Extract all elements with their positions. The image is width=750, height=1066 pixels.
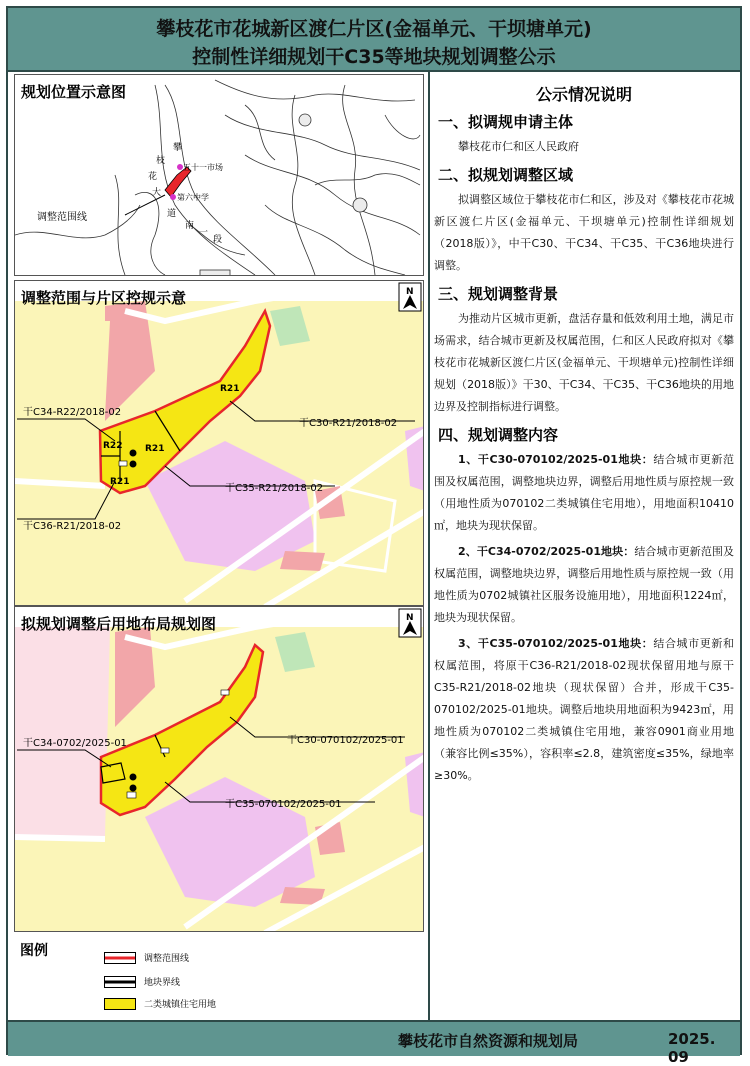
section-2-body: 拟调整区域位于攀枝花市仁和区，涉及对《攀枝花市花城新区渡仁片区(金福单元、干坝塘单元)控制性详细规划（2018版）》，中干C30、干C34、干C35、干C36地块进行调整。 xyxy=(434,193,734,272)
road-char-1: 攀 xyxy=(173,143,183,153)
label-diliu: 第六中学 xyxy=(177,193,209,202)
road-char-5: 道 xyxy=(167,209,177,219)
location-map-panel xyxy=(14,74,424,276)
north-label-2: N xyxy=(406,613,414,623)
control-plan-map xyxy=(15,281,424,606)
callout-c35: 干C35-R21/2018-02 xyxy=(225,483,324,494)
footer-org: 攀枝花市自然资源和规划局 xyxy=(398,1032,579,1050)
callout-c34-new: 干C34-0702/2025-01 xyxy=(23,738,127,749)
control-plan-panel xyxy=(14,280,424,606)
road-char-8: 段 xyxy=(213,235,223,245)
callout-c34: 干C34-R22/2018-02 xyxy=(23,407,122,418)
section-1-title: 一、拟调规申请主体 xyxy=(438,113,574,131)
section-2-title: 二、拟规划调整区域 xyxy=(438,166,574,184)
yellow-swatch xyxy=(104,998,136,1010)
item-1-lead: 1、干C30-070102/2025-01地块： xyxy=(458,453,654,466)
item-3 xyxy=(434,633,734,787)
item-1 xyxy=(434,449,734,537)
road-char-7: 一 xyxy=(199,228,209,238)
section-1-body: 攀枝花市仁和区人民政府 xyxy=(458,140,579,153)
plot-code-3: R21 xyxy=(145,444,165,454)
road-char-3: 花 xyxy=(148,172,158,182)
callout-c35-new: 干C35-070102/2025-01 xyxy=(225,799,342,810)
section-4-title: 四、规划调整内容 xyxy=(438,426,559,444)
red-line-swatch xyxy=(104,952,136,964)
location-map xyxy=(15,75,424,276)
callout-c36: 干C36-R21/2018-02 xyxy=(23,521,122,532)
notice-column xyxy=(434,74,734,1014)
item-2-lead: 2、干C34-0702/2025-01地块： xyxy=(458,545,635,558)
notice-heading: 公示情况说明 xyxy=(535,85,632,104)
road-char-6: 南 xyxy=(185,221,195,231)
callout-c30-new: 干C30-070102/2025-01 xyxy=(287,735,404,746)
north-arrow-icon xyxy=(399,283,421,311)
item-3-lead: 3、干C35-070102/2025-01地块： xyxy=(458,637,654,650)
plot-code-1: R21 xyxy=(220,384,240,394)
label-wushiyi: 五十一市场 xyxy=(183,163,223,172)
label-range-line: 调整范围线 xyxy=(37,212,87,223)
plot-code-4: R21 xyxy=(110,477,130,487)
legend xyxy=(14,936,424,1016)
adjusted-plan-panel xyxy=(14,606,424,932)
item-1-body: 结合城市更新范围及权属范围，调整地块边界，调整后用地性质与原控规一致（用地性质为070102二类城镇住宅用地），用地面积10410㎡，地块为现状保留。 xyxy=(434,453,735,532)
title-line-1: 攀枝花市花城新区渡仁片区(金福单元、干坝塘单元) xyxy=(156,18,592,40)
adjusted-plan-map xyxy=(15,607,424,932)
section-3-title: 三、规划调整背景 xyxy=(438,285,559,303)
section-3-body: 为推动片区城市更新，盘活存量和低效利用土地，满足市场需求，结合城市更新及权属范围，仁和区人民政府拟对《攀枝花市花城新区渡仁片区(金福单元、干坝塘单元)控制性详细规划（2018版）》干30、干C34、干C35、干C36地块的用地边界及控制指标进行调整。 xyxy=(434,312,734,413)
north-label: N xyxy=(406,287,414,297)
location-map-title: 规划位置示意图 xyxy=(21,83,127,101)
control-plan-title: 调整范围与片区控规示意 xyxy=(21,289,187,307)
item-2-body: 结合城市更新范围及权属范围，调整地块边界，调整后用地性质与原控规一致（用地性质为0702城镇社区服务设施用地），用地面积1224㎡，地块为现状保留。 xyxy=(434,545,734,624)
footer-date: 2025. 09 xyxy=(668,1030,716,1066)
title-line-2: 控制性详细规划干C35等地块规划调整公示 xyxy=(192,46,556,68)
column-divider xyxy=(428,70,430,1020)
road-char-2: 枝 xyxy=(156,156,166,166)
header-bar xyxy=(8,8,740,72)
adjusted-plan-title: 拟规划调整后用地布局规划图 xyxy=(21,615,217,633)
item-2 xyxy=(434,541,734,629)
item-3-body: 结合城市更新和权属范围，将原干C36-R21/2018-02现状保留用地与原干C35-R21/2018-02地块（现状保留）合并，形成干C35-070102/2025-01地块。调整后地块用地面积为9423㎡，用地性质为070102二类城镇住宅用地，兼容0901商业用地（兼容比例≤35%），容积率≤2.8，建筑密度≤35%，绿地率≥30%。 xyxy=(434,637,735,782)
plot-code-2: R22 xyxy=(103,441,123,451)
black-line-swatch xyxy=(104,976,136,988)
legend-label-1: 调整范围线 xyxy=(144,954,190,964)
legend-title: 图例 xyxy=(20,943,48,959)
callout-c30: 干C30-R21/2018-02 xyxy=(299,418,398,429)
legend-label-3: 二类城镇住宅用地 xyxy=(144,1000,217,1010)
north-arrow-icon-2 xyxy=(399,609,421,637)
road-char-4: 大 xyxy=(152,188,162,198)
footer-bar xyxy=(8,1020,740,1066)
legend-label-2: 地块界线 xyxy=(144,978,181,988)
